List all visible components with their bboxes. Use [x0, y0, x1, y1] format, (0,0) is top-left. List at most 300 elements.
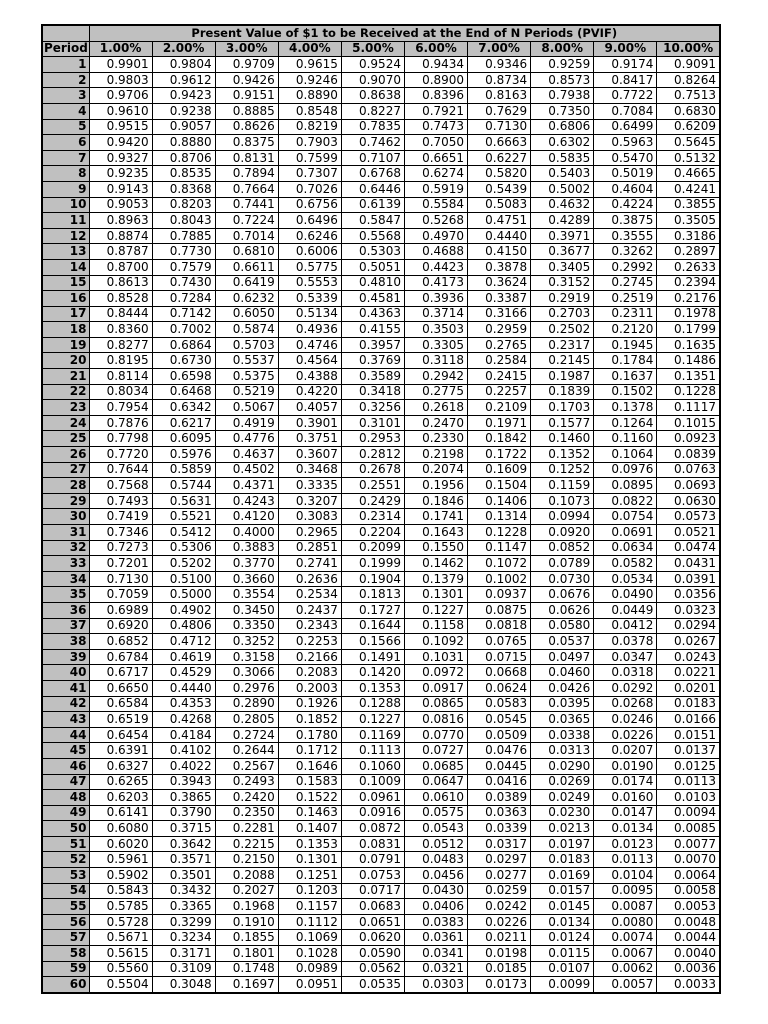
pvif-value-cell: 0.2618 [404, 400, 467, 416]
pvif-value-cell: 0.1002 [468, 571, 531, 587]
pvif-value-cell: 0.2741 [278, 556, 341, 572]
pvif-value-cell: 0.0242 [468, 899, 531, 915]
pvif-value-cell: 0.0147 [594, 805, 657, 821]
table-row [42, 727, 720, 743]
pvif-value-cell: 0.0445 [468, 758, 531, 774]
pvif-value-cell: 0.0317 [468, 836, 531, 852]
pvif-value-cell: 0.6419 [215, 275, 278, 291]
pvif-value-cell: 0.2437 [278, 602, 341, 618]
pvif-value-cell: 0.6209 [657, 119, 720, 135]
pvif-value-cell: 0.2519 [594, 291, 657, 307]
rate-column-header: 10.00% [657, 41, 720, 57]
pvif-value-cell: 0.8131 [215, 150, 278, 166]
pvif-value-cell: 0.0095 [594, 883, 657, 899]
pvif-value-cell: 0.4632 [531, 197, 594, 213]
pvif-value-cell: 0.1799 [657, 322, 720, 338]
pvif-value-cell: 0.0294 [657, 618, 720, 634]
period-cell: 12 [42, 228, 89, 244]
pvif-value-cell: 0.1031 [404, 649, 467, 665]
pvif-value-cell: 0.7346 [89, 525, 152, 541]
pvif-value-cell: 0.0246 [594, 712, 657, 728]
pvif-value-cell: 0.0183 [657, 696, 720, 712]
pvif-value-cell: 0.6810 [215, 244, 278, 260]
pvif-value-cell: 0.4751 [468, 213, 531, 229]
pvif-value-cell: 0.9706 [89, 88, 152, 104]
period-cell: 28 [42, 478, 89, 494]
pvif-value-cell: 0.9709 [215, 57, 278, 73]
pvif-value-cell: 0.0160 [594, 790, 657, 806]
pvif-value-cell: 0.0269 [531, 774, 594, 790]
pvif-value-cell: 0.1252 [531, 462, 594, 478]
table-row [42, 556, 720, 572]
table-row [42, 228, 720, 244]
pvif-value-cell: 0.1780 [278, 727, 341, 743]
pvif-value-cell: 0.3207 [278, 493, 341, 509]
pvif-value-cell: 0.5703 [215, 337, 278, 353]
pvif-value-cell: 0.1407 [278, 821, 341, 837]
pvif-value-cell: 0.0831 [341, 836, 404, 852]
pvif-value-cell: 0.0391 [657, 571, 720, 587]
pvif-value-cell: 0.0044 [657, 930, 720, 946]
pvif-value-cell: 0.4902 [152, 602, 215, 618]
pvif-value-cell: 0.0064 [657, 868, 720, 884]
table-row [42, 213, 720, 229]
pvif-value-cell: 0.0053 [657, 899, 720, 915]
pvif-value-cell: 0.6920 [89, 618, 152, 634]
title-row [42, 25, 720, 41]
table-row [42, 634, 720, 650]
period-cell: 26 [42, 447, 89, 463]
table-row [42, 977, 720, 993]
pvif-value-cell: 0.0976 [594, 462, 657, 478]
pvif-value-cell: 0.6454 [89, 727, 152, 743]
pvif-value-cell: 0.0363 [468, 805, 531, 821]
pvif-value-cell: 0.0624 [468, 680, 531, 696]
pvif-value-cell: 0.8626 [215, 119, 278, 135]
table-row [42, 649, 720, 665]
pvif-value-cell: 0.3855 [657, 197, 720, 213]
pvif-value-cell: 0.6663 [468, 135, 531, 151]
pvif-value-cell: 0.2959 [468, 322, 531, 338]
pvif-value-cell: 0.6598 [152, 369, 215, 385]
pvif-value-cell: 0.0972 [404, 665, 467, 681]
rate-column-header: 8.00% [531, 41, 594, 57]
pvif-value-cell: 0.0590 [341, 946, 404, 962]
pvif-value-cell: 0.4637 [215, 447, 278, 463]
pvif-value-cell: 0.3166 [468, 306, 531, 322]
pvif-value-cell: 0.1839 [531, 384, 594, 400]
pvif-value-cell: 0.0361 [404, 930, 467, 946]
period-cell: 5 [42, 119, 89, 135]
table-header [42, 25, 720, 57]
pvif-value-cell: 0.1697 [215, 977, 278, 993]
pvif-value-cell: 0.2415 [468, 369, 531, 385]
pvif-value-cell: 0.2394 [657, 275, 720, 291]
pvif-value-cell: 0.9327 [89, 150, 152, 166]
pvif-value-cell: 0.9426 [215, 72, 278, 88]
pvif-value-cell: 0.8874 [89, 228, 152, 244]
pvif-value-cell: 0.0389 [468, 790, 531, 806]
pvif-value-cell: 0.0573 [657, 509, 720, 525]
pvif-value-cell: 0.0087 [594, 899, 657, 915]
pvif-value-cell: 0.6989 [89, 602, 152, 618]
pvif-value-cell: 0.7201 [89, 556, 152, 572]
pvif-value-cell: 0.4529 [152, 665, 215, 681]
period-cell: 43 [42, 712, 89, 728]
pvif-value-cell: 0.4371 [215, 478, 278, 494]
pvif-value-cell: 0.0058 [657, 883, 720, 899]
pvif-value-cell: 0.8548 [278, 103, 341, 119]
pvif-value-cell: 0.7835 [341, 119, 404, 135]
pvif-value-cell: 0.0268 [594, 696, 657, 712]
pvif-value-cell: 0.3971 [531, 228, 594, 244]
pvif-value-cell: 0.3152 [531, 275, 594, 291]
pvif-value-cell: 0.3555 [594, 228, 657, 244]
pvif-value-cell: 0.0077 [657, 836, 720, 852]
pvif-value-cell: 0.1314 [468, 509, 531, 525]
pvif-value-cell: 0.4564 [278, 353, 341, 369]
pvif-value-cell: 0.0197 [531, 836, 594, 852]
pvif-value-cell: 0.3299 [152, 914, 215, 930]
table-row [42, 369, 720, 385]
pvif-value-cell: 0.9174 [594, 57, 657, 73]
pvif-value-cell: 0.1971 [468, 415, 531, 431]
period-cell: 20 [42, 353, 89, 369]
period-cell: 37 [42, 618, 89, 634]
pvif-value-cell: 0.1227 [341, 712, 404, 728]
pvif-value-cell: 0.4243 [215, 493, 278, 509]
pvif-value-cell: 0.0230 [531, 805, 594, 821]
pvif-value-cell: 0.2897 [657, 244, 720, 260]
pvif-value-cell: 0.1813 [341, 587, 404, 603]
table-row [42, 447, 720, 463]
table-row [42, 259, 720, 275]
table-row [42, 883, 720, 899]
pvif-value-cell: 0.8360 [89, 322, 152, 338]
period-cell: 36 [42, 602, 89, 618]
pvif-value-cell: 0.0277 [468, 868, 531, 884]
pvif-value-cell: 0.3642 [152, 836, 215, 852]
pvif-value-cell: 0.5744 [152, 478, 215, 494]
period-cell: 45 [42, 743, 89, 759]
pvif-value-cell: 0.3083 [278, 509, 341, 525]
pvif-value-cell: 0.0715 [468, 649, 531, 665]
period-cell: 25 [42, 431, 89, 447]
pvif-value-cell: 0.4000 [215, 525, 278, 541]
table-row [42, 540, 720, 556]
pvif-value-cell: 0.3714 [404, 306, 467, 322]
pvif-value-cell: 0.9804 [152, 57, 215, 73]
pvif-value-cell: 0.0243 [657, 649, 720, 665]
period-cell: 32 [42, 540, 89, 556]
pvif-value-cell: 0.0763 [657, 462, 720, 478]
pvif-value-cell: 0.7513 [657, 88, 720, 104]
pvif-value-cell: 0.1112 [278, 914, 341, 930]
pvif-value-cell: 0.1073 [531, 493, 594, 509]
pvif-value-cell: 0.9615 [278, 57, 341, 73]
pvif-value-cell: 0.5568 [341, 228, 404, 244]
period-cell: 53 [42, 868, 89, 884]
pvif-value-cell: 0.2890 [215, 696, 278, 712]
pvif-value-cell: 0.5504 [89, 977, 152, 993]
pvif-value-cell: 0.3901 [278, 415, 341, 431]
pvif-value-cell: 0.7599 [278, 150, 341, 166]
table-row [42, 150, 720, 166]
pvif-value-cell: 0.0221 [657, 665, 720, 681]
pvif-value-cell: 0.0545 [468, 712, 531, 728]
pvif-value-cell: 0.4155 [341, 322, 404, 338]
pvif-value-cell: 0.2257 [468, 384, 531, 400]
period-cell: 38 [42, 634, 89, 650]
pvif-value-cell: 0.2074 [404, 462, 467, 478]
period-cell: 39 [42, 649, 89, 665]
pvif-value-cell: 0.5961 [89, 852, 152, 868]
pvif-value-cell: 0.0730 [531, 571, 594, 587]
pvif-value-cell: 0.0916 [341, 805, 404, 821]
table-row [42, 462, 720, 478]
pvif-value-cell: 0.6246 [278, 228, 341, 244]
pvif-value-cell: 0.0249 [531, 790, 594, 806]
pvif-value-cell: 0.6327 [89, 758, 152, 774]
pvif-value-cell: 0.4712 [152, 634, 215, 650]
period-cell: 2 [42, 72, 89, 88]
pvif-value-cell: 0.5553 [278, 275, 341, 291]
pvif-value-cell: 0.1228 [468, 525, 531, 541]
pvif-value-cell: 0.0923 [657, 431, 720, 447]
pvif-value-cell: 0.6274 [404, 166, 467, 182]
period-cell: 48 [42, 790, 89, 806]
pvif-value-cell: 0.1028 [278, 946, 341, 962]
pvif-value-cell: 0.8264 [657, 72, 720, 88]
pvif-value-cell: 0.2099 [341, 540, 404, 556]
pvif-value-cell: 0.3262 [594, 244, 657, 260]
pvif-value-cell: 0.7722 [594, 88, 657, 104]
pvif-value-cell: 0.0321 [404, 961, 467, 977]
pvif-value-cell: 0.7473 [404, 119, 467, 135]
pvif-value-cell: 0.1644 [341, 618, 404, 634]
pvif-value-cell: 0.3875 [594, 213, 657, 229]
pvif-value-cell: 0.0125 [657, 758, 720, 774]
pvif-value-cell: 0.0521 [657, 525, 720, 541]
pvif-value-cell: 0.1987 [531, 369, 594, 385]
pvif-value-cell: 0.0875 [468, 602, 531, 618]
pvif-value-cell: 0.5584 [404, 197, 467, 213]
period-cell: 59 [42, 961, 89, 977]
pvif-value-cell: 0.1406 [468, 493, 531, 509]
pvif-value-cell: 0.0347 [594, 649, 657, 665]
pvif-value-cell: 0.7224 [215, 213, 278, 229]
period-cell: 16 [42, 291, 89, 307]
pvif-value-cell: 0.3503 [404, 322, 467, 338]
pvif-value-cell: 0.2678 [341, 462, 404, 478]
pvif-value-cell: 0.1748 [215, 961, 278, 977]
pvif-value-cell: 0.5403 [531, 166, 594, 182]
pvif-value-cell: 0.1462 [404, 556, 467, 572]
pvif-value-cell: 0.1577 [531, 415, 594, 431]
pvif-value-cell: 0.5134 [278, 306, 341, 322]
pvif-value-cell: 0.2644 [215, 743, 278, 759]
pvif-value-cell: 0.0211 [468, 930, 531, 946]
pvif-value-cell: 0.9070 [341, 72, 404, 88]
pvif-value-cell: 0.5051 [341, 259, 404, 275]
pvif-value-cell: 0.7644 [89, 462, 152, 478]
pvif-value-cell: 0.2502 [531, 322, 594, 338]
period-cell: 3 [42, 88, 89, 104]
pvif-value-cell: 0.8219 [278, 119, 341, 135]
pvif-value-cell: 0.0067 [594, 946, 657, 962]
pvif-value-cell: 0.0356 [657, 587, 720, 603]
pvif-value-cell: 0.9259 [531, 57, 594, 73]
pvif-value-cell: 0.4806 [152, 618, 215, 634]
pvif-value-cell: 0.0341 [404, 946, 467, 962]
pvif-value-cell: 0.1203 [278, 883, 341, 899]
period-cell: 15 [42, 275, 89, 291]
pvif-value-cell: 0.3365 [152, 899, 215, 915]
pvif-value-cell: 0.0123 [594, 836, 657, 852]
pvif-value-cell: 0.3505 [657, 213, 720, 229]
pvif-value-cell: 0.2343 [278, 618, 341, 634]
pvif-value-cell: 0.2350 [215, 805, 278, 821]
pvif-value-cell: 0.8375 [215, 135, 278, 151]
pvif-value-cell: 0.8396 [404, 88, 467, 104]
pvif-value-cell: 0.9420 [89, 135, 152, 151]
pvif-value-cell: 0.5728 [89, 914, 152, 930]
pvif-value-cell: 0.3865 [152, 790, 215, 806]
pvif-value-cell: 0.0104 [594, 868, 657, 884]
pvif-value-cell: 0.0620 [341, 930, 404, 946]
pvif-value-cell: 0.8277 [89, 337, 152, 353]
pvif-value-cell: 0.3589 [341, 369, 404, 385]
pvif-value-cell: 0.3769 [341, 353, 404, 369]
table-row [42, 509, 720, 525]
pvif-value-cell: 0.4581 [341, 291, 404, 307]
pvif-value-cell: 0.0290 [531, 758, 594, 774]
pvif-value-cell: 0.2775 [404, 384, 467, 400]
pvif-value-cell: 0.7921 [404, 103, 467, 119]
table-row [42, 166, 720, 182]
pvif-value-cell: 0.8787 [89, 244, 152, 260]
pvif-value-cell: 0.1064 [594, 447, 657, 463]
pvif-value-cell: 0.6342 [152, 400, 215, 416]
table-row [42, 571, 720, 587]
pvif-value-cell: 0.5847 [341, 213, 404, 229]
table-row [42, 337, 720, 353]
pvif-value-cell: 0.5671 [89, 930, 152, 946]
pvif-value-cell: 0.9238 [152, 103, 215, 119]
pvif-value-cell: 0.0259 [468, 883, 531, 899]
pvif-value-cell: 0.2703 [531, 306, 594, 322]
pvif-value-cell: 0.1846 [404, 493, 467, 509]
pvif-value-cell: 0.1926 [278, 696, 341, 712]
pvif-value-cell: 0.0378 [594, 634, 657, 650]
pvif-value-cell: 0.0668 [468, 665, 531, 681]
pvif-value-cell: 0.5202 [152, 556, 215, 572]
pvif-value-cell: 0.9610 [89, 103, 152, 119]
pvif-value-cell: 0.2812 [341, 447, 404, 463]
pvif-value-cell: 0.0226 [468, 914, 531, 930]
period-cell: 18 [42, 322, 89, 338]
pvif-value-cell: 0.3607 [278, 447, 341, 463]
pvif-value-cell: 0.2215 [215, 836, 278, 852]
pvif-value-cell: 0.8444 [89, 306, 152, 322]
pvif-value-cell: 0.9235 [89, 166, 152, 182]
period-cell: 22 [42, 384, 89, 400]
pvif-value-cell: 0.4936 [278, 322, 341, 338]
pvif-value-cell: 0.8885 [215, 103, 278, 119]
pvif-value-cell: 0.0839 [657, 447, 720, 463]
period-cell: 14 [42, 259, 89, 275]
pvif-value-cell: 0.9053 [89, 197, 152, 213]
pvif-value-cell: 0.4184 [152, 727, 215, 743]
pvif-value-cell: 0.0207 [594, 743, 657, 759]
pvif-value-cell: 0.8700 [89, 259, 152, 275]
pvif-value-cell: 0.0103 [657, 790, 720, 806]
pvif-value-cell: 0.2965 [278, 525, 341, 541]
pvif-value-cell: 0.1169 [341, 727, 404, 743]
pvif-value-cell: 0.1502 [594, 384, 657, 400]
pvif-value-cell: 0.5963 [594, 135, 657, 151]
period-cell: 33 [42, 556, 89, 572]
period-cell: 35 [42, 587, 89, 603]
pvif-value-cell: 0.2311 [594, 306, 657, 322]
pvif-value-cell: 0.1113 [341, 743, 404, 759]
pvif-value-cell: 0.1157 [278, 899, 341, 915]
table-row [42, 478, 720, 494]
pvif-value-cell: 0.8613 [89, 275, 152, 291]
pvif-value-cell: 0.2992 [594, 259, 657, 275]
period-cell: 10 [42, 197, 89, 213]
pvif-value-cell: 0.5902 [89, 868, 152, 884]
pvif-value-cell: 0.3066 [215, 665, 278, 681]
pvif-value-cell: 0.8368 [152, 181, 215, 197]
pvif-value-cell: 0.2420 [215, 790, 278, 806]
pvif-value-cell: 0.0033 [657, 977, 720, 993]
pvif-value-cell: 0.7441 [215, 197, 278, 213]
pvif-value-cell: 0.5268 [404, 213, 467, 229]
pvif-value-cell: 0.7568 [89, 478, 152, 494]
pvif-value-cell: 0.0818 [468, 618, 531, 634]
period-cell: 27 [42, 462, 89, 478]
pvif-value-cell: 0.9151 [215, 88, 278, 104]
pvif-value-cell: 0.5019 [594, 166, 657, 182]
pvif-value-cell: 0.1999 [341, 556, 404, 572]
pvif-value-cell: 0.4353 [152, 696, 215, 712]
pvif-value-cell: 0.0580 [531, 618, 594, 634]
pvif-value-cell: 0.0770 [404, 727, 467, 743]
table-row [42, 821, 720, 837]
pvif-value-cell: 0.3118 [404, 353, 467, 369]
pvif-value-cell: 0.1301 [404, 587, 467, 603]
pvif-value-cell: 0.0989 [278, 961, 341, 977]
pvif-value-cell: 0.5219 [215, 384, 278, 400]
pvif-value-cell: 0.0074 [594, 930, 657, 946]
pvif-value-cell: 0.2551 [341, 478, 404, 494]
table-row [42, 946, 720, 962]
pvif-value-cell: 0.0157 [531, 883, 594, 899]
pvif-value-cell: 0.0113 [657, 774, 720, 790]
pvif-value-cell: 0.6651 [404, 150, 467, 166]
pvif-value-cell: 0.0145 [531, 899, 594, 915]
pvif-value-cell: 0.1353 [278, 836, 341, 852]
pvif-value-cell: 0.6806 [531, 119, 594, 135]
pvif-value-cell: 0.1420 [341, 665, 404, 681]
pvif-value-cell: 0.0313 [531, 743, 594, 759]
pvif-value-cell: 0.5615 [89, 946, 152, 962]
pvif-value-cell: 0.1945 [594, 337, 657, 353]
pvif-value-cell: 0.1009 [341, 774, 404, 790]
pvif-value-cell: 0.3048 [152, 977, 215, 993]
pvif-value-cell: 0.9515 [89, 119, 152, 135]
